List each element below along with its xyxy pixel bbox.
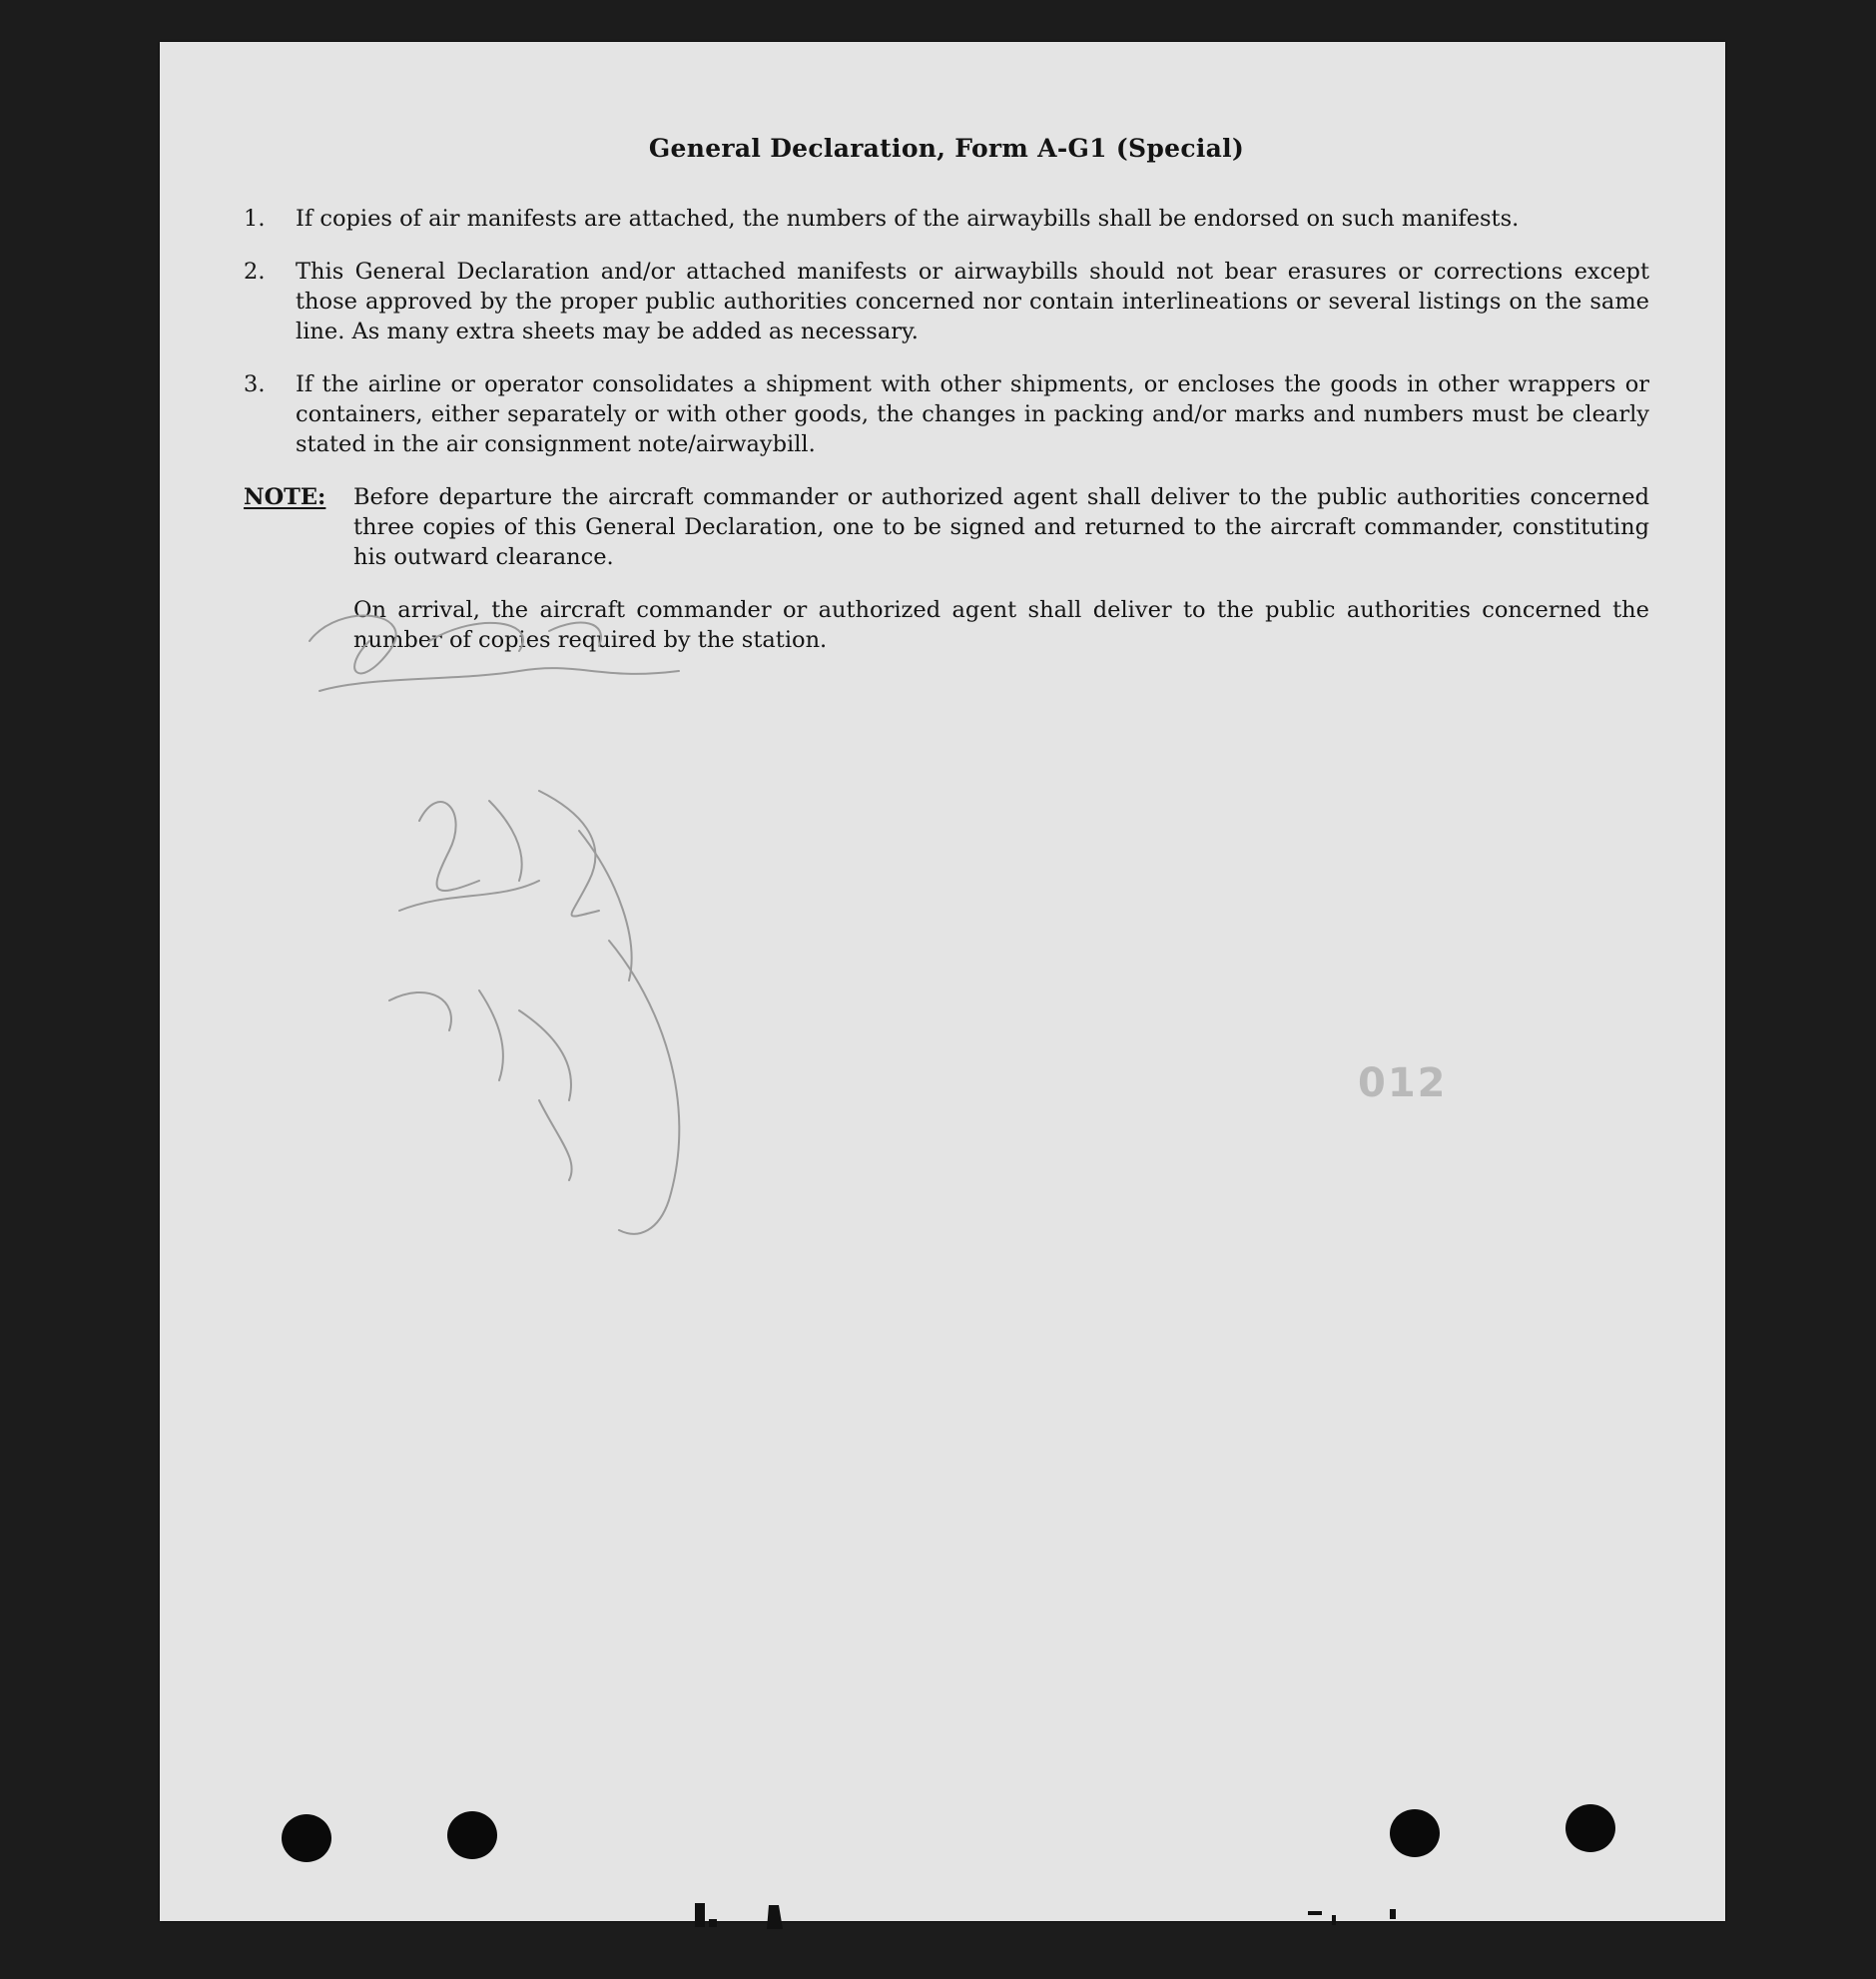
bleed-through-stamp: 012 [1358,1060,1448,1106]
item-number: 1. [244,206,266,232]
item-number: 3. [244,371,266,397]
item-text: If the airline or operator consolidates a shipment with other shipments, or encloses the goods in other wrappers or containers, either separately or with other goods, the changes in packing and/or marks and numbers must be clearly stated in the air consignment note/airwaybill. [296,371,1649,457]
edge-marks [679,1899,1438,1939]
punch-hole [282,1814,331,1862]
punch-hole [1565,1804,1615,1852]
document-title: General Declaration, Form A-G1 (Special) [648,134,1245,163]
item-text: If copies of air manifests are attached, the numbers of the airwaybills shall be endorsed on such manifests. [296,206,1520,232]
item-number: 2. [244,259,266,285]
pencil-scribble [280,581,839,1260]
document-page [160,42,1725,1921]
punch-hole [447,1811,497,1859]
note-label: NOTE: [244,484,326,510]
item-text: This General Declaration and/or attached manifests or airwaybills should not bear erasures or corrections except those approved by the proper public authorities concerned nor contain interlineations or several listings on the same line. As many extra sheets may be added as necessary. [296,259,1649,344]
punch-hole [1390,1809,1440,1857]
note-section [244,482,1649,572]
list-item [244,257,1649,346]
note-paragraph: Before departure the aircraft commander or authorized agent shall deliver to the public authorities concerned three copies of this General Declaration, one to be signed and returned to the aircraft commander, constituting his outward clearance. [353,484,1649,570]
list-item [244,204,1649,234]
note-paragraph: On arrival, the aircraft commander or authorized agent shall deliver to the public authorities concerned the number of copies required by the station. [353,597,1649,653]
list-item [244,369,1649,459]
